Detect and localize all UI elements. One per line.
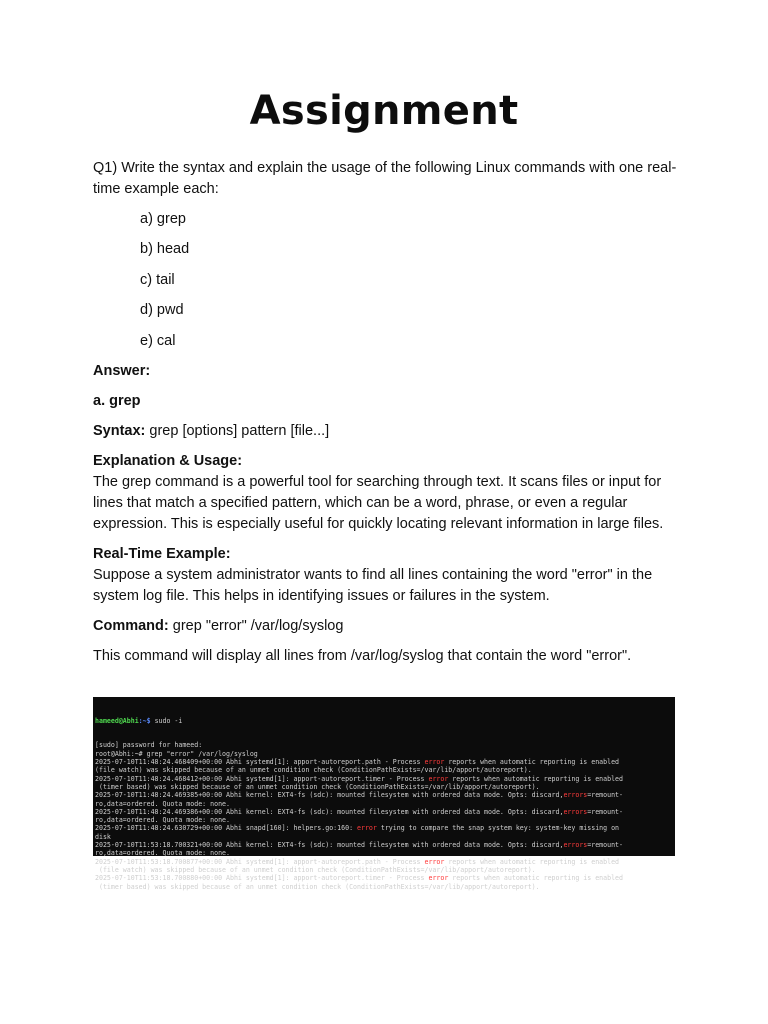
terminal-text: disk — [95, 832, 111, 841]
terminal-line — [95, 808, 672, 816]
terminal-line — [95, 766, 672, 774]
terminal-text: reports when automatic reporting is enabled — [444, 758, 620, 767]
terminal-text: root@Abhi:~# grep "error" /var/log/syslog — [95, 749, 258, 758]
option-item-cal: e) cal — [140, 332, 176, 349]
example-label: Real-Time Example: — [93, 545, 231, 562]
terminal-text: ro,data=ordered. Quota mode: none. — [95, 849, 230, 858]
error-highlight: errors — [563, 807, 588, 816]
terminal-line — [95, 858, 672, 866]
terminal-screenshot — [93, 697, 675, 891]
terminal-line — [95, 775, 672, 783]
terminal-line — [95, 800, 672, 808]
terminal-text: 2025-07-10T11:53:18.700877+00:00 Abhi systemd[1]: apport-autoreport.path - Process — [95, 857, 425, 866]
terminal-line — [95, 791, 672, 799]
terminal-text: [sudo] password for hameed: — [95, 741, 203, 750]
terminal-text: 2025-07-10T11:53:18.700880+00:00 Abhi systemd[1]: apport-autoreport.timer - Process — [95, 874, 429, 883]
terminal-output — [95, 741, 672, 890]
option-item-head: b) head — [140, 241, 190, 258]
terminal-text: reports when automatic reporting is enabled — [448, 874, 623, 883]
example-text: Suppose a system administrator wants to find all lines containing the word "error" in the system log file. This helps in identifying issues or failures in the system. — [93, 566, 653, 604]
terminal-text: =remount- — [587, 791, 623, 800]
terminal-text: 2025-07-10T11:48:24.630729+00:00 Abhi snapd[160]: helpers.go:160: — [95, 824, 358, 833]
syntax-label: Syntax: — [93, 422, 146, 439]
error-highlight: error — [357, 824, 377, 833]
explanation-text: The grep command is a powerful tool for searching through text. It scans files or input for lines that match a specified pattern, which can be a word, phrase, or even a regular expression. This is especially useful for quickly locating relevant information in large files. — [93, 473, 664, 532]
terminal-line — [95, 758, 672, 766]
page-title: Assignment — [249, 88, 519, 134]
terminal-text: 2025-07-10T11:48:24.469386+00:00 Abhi kernel: EXT4-fs (sdc): mounted filesystem with ordered data mode. Opts: discard, — [95, 807, 564, 816]
terminal-line — [95, 874, 672, 882]
error-highlight: error — [424, 758, 445, 767]
explanation-block — [93, 451, 683, 535]
command-value: grep "error" /var/log/syslog — [168, 617, 344, 634]
document-body — [93, 158, 683, 676]
terminal-text: (timer based) was skipped because of an unmet condition check (ConditionPathExists=/var/lib/apport/autoreport). — [95, 882, 540, 891]
answer-label: Answer: — [93, 362, 151, 379]
terminal-prompt-line — [95, 717, 672, 725]
terminal-text: 2025-07-10T11:48:24.468409+00:00 Abhi systemd[1]: apport-autoreport.path - Process — [95, 758, 425, 767]
prompt-user: hameed@Abhi — [95, 716, 139, 725]
terminal-line — [95, 824, 672, 832]
option-item-tail: c) tail — [140, 271, 175, 288]
terminal-text: (timer based) was skipped because of an unmet condition check (ConditionPathExists=/var/lib/apport/autoreport). — [95, 782, 540, 791]
command-line — [93, 616, 683, 637]
syntax-value: grep [options] pattern [file...] — [145, 422, 330, 439]
terminal-line — [95, 866, 672, 874]
terminal-text: ro,data=ordered. Quota mode: none. — [95, 799, 230, 808]
terminal-line — [95, 883, 672, 891]
terminal-text: ro,data=ordered. Quota mode: none. — [95, 816, 230, 825]
error-highlight: error — [424, 857, 445, 866]
terminal-line — [95, 849, 672, 857]
terminal-text: (file watch) was skipped because of an unmet condition check (ConditionPathExists=/var/lib/apport/autoreport). — [95, 865, 536, 874]
section-heading: a. grep — [93, 392, 141, 409]
terminal-text: =remount- — [587, 807, 623, 816]
error-highlight: errors — [563, 791, 588, 800]
result-text: This command will display all lines from /var/log/syslog that contain the word "error". — [93, 647, 632, 664]
error-highlight: errors — [563, 841, 588, 850]
explanation-label: Explanation & Usage: — [93, 452, 243, 469]
terminal-line — [95, 816, 672, 824]
terminal-text: (file watch) was skipped because of an unmet condition check (ConditionPathExists=/var/lib/apport/autoreport). — [95, 766, 532, 775]
terminal-text: trying to compare the snap system key: system-key missing on — [376, 824, 620, 833]
terminal-text: 2025-07-10T11:48:24.469385+00:00 Abhi kernel: EXT4-fs (sdc): mounted filesystem with ordered data mode. Opts: discard, — [95, 791, 564, 800]
option-item-pwd: d) pwd — [140, 302, 184, 319]
terminal-text: 2025-07-10T11:53:18.700321+00:00 Abhi kernel: EXT4-fs (sdc): mounted filesystem with ordered data mode. Opts: discard, — [95, 841, 564, 850]
prompt-command: sudo -i — [150, 716, 183, 725]
terminal-line — [95, 833, 672, 841]
error-highlight: error — [428, 774, 449, 783]
terminal-text: reports when automatic reporting is enabled — [448, 774, 623, 783]
terminal-line — [95, 750, 672, 758]
command-label: Command: — [93, 617, 169, 634]
prompt-path: :~$ — [138, 716, 151, 725]
option-item-grep: a) grep — [140, 211, 186, 227]
terminal-line — [95, 841, 672, 849]
terminal-line — [95, 741, 672, 749]
terminal-text: =remount- — [587, 841, 623, 850]
error-highlight: error — [428, 874, 449, 883]
command-options-list — [93, 209, 683, 352]
example-block — [93, 544, 683, 607]
question-text: Q1) Write the syntax and explain the usage of the following Linux commands with one real-time example each: — [93, 160, 677, 197]
terminal-text: 2025-07-10T11:48:24.468412+00:00 Abhi systemd[1]: apport-autoreport.timer - Process — [95, 774, 429, 783]
terminal-line — [95, 783, 672, 791]
syntax-line — [93, 421, 683, 442]
terminal-text: reports when automatic reporting is enabled — [444, 857, 620, 866]
